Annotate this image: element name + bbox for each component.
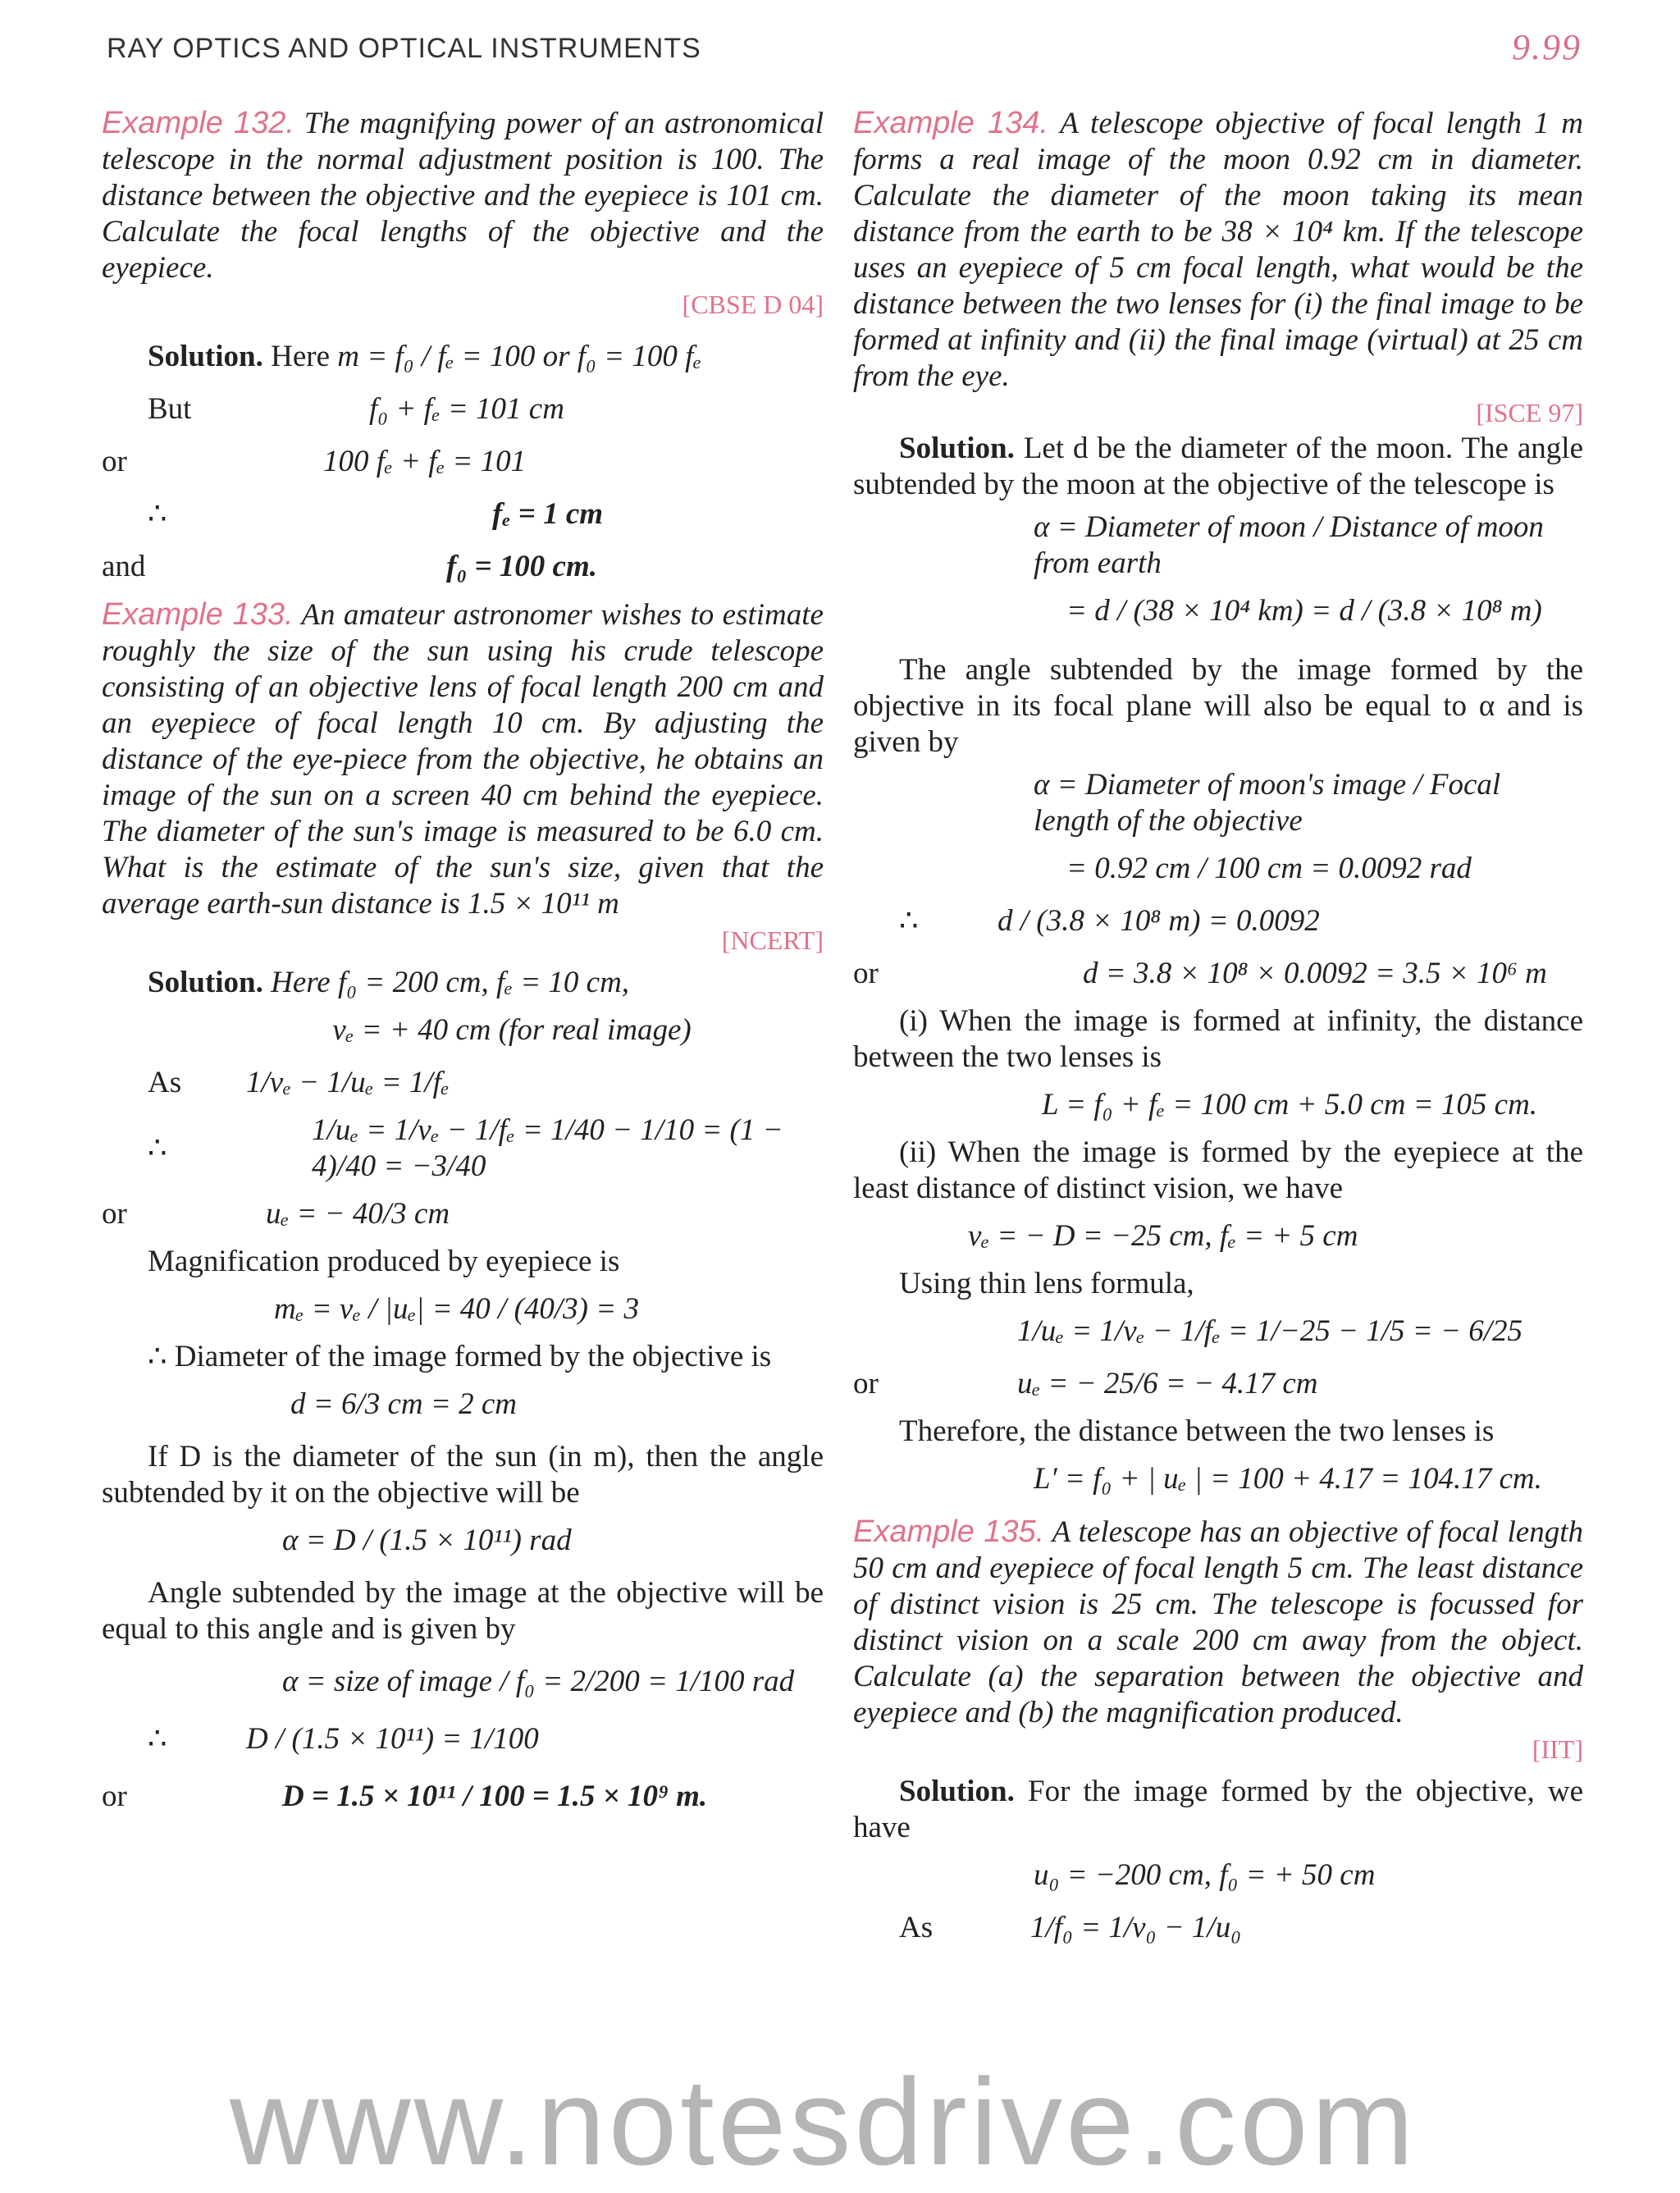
sol-134-label: Solution. xyxy=(899,432,1015,465)
sol-134-or: or xyxy=(853,957,879,990)
sol-132-therefore: ∴ xyxy=(148,497,167,531)
sol-132-but: But xyxy=(148,392,192,426)
example-133-heading: Example 133. xyxy=(102,597,294,632)
example-135-question xyxy=(853,1514,1583,1731)
sol-134-or2: or xyxy=(853,1367,879,1400)
sol-132-eq1: m = f₀ / fₑ = 100 or f₀ = 100 fₑ xyxy=(337,340,702,373)
sol-132-eq5: f₀ = 100 cm. xyxy=(446,550,598,583)
sol-133-ue: uₑ = − 40/3 cm xyxy=(266,1197,450,1231)
sol-133-mag-text: Magnification produced by eyepiece is xyxy=(148,1245,620,1278)
sol-132-eq3: 100 fₑ + fₑ = 101 xyxy=(323,445,527,478)
sol-134-a1: α = Diameter of moon / Distance of moon from earth xyxy=(1034,510,1544,580)
example-133-text: An amateur astronomer wishes to estimate roughly the size of the sun using his crude telescope consisting of an objective lens of focal length 200 cm and an eyepiece of focal length 10 cm. By adjusting the distance of the eye-piece from the objective, he obtains an image of the sun on a screen 40 cm behind the eyepiece. The diameter of the sun's image is measured to be 6.0 cm. What is the estimate of the sun's size, given that the average earth-sun distance is 1.5 × 10¹¹ m xyxy=(102,598,824,921)
sol-135-lens: 1/f₀ = 1/v₀ − 1/u₀ xyxy=(1030,1911,1242,1944)
example-132-source: [CBSE D 04] xyxy=(682,290,824,319)
sol-135-text: For the image formed by the objective, we have xyxy=(853,1775,1583,1844)
sol-132-here: Here xyxy=(271,340,331,373)
sol-134-thin-lens: Using thin lens formula, xyxy=(899,1267,1194,1300)
sol-133-me: mₑ = vₑ / |uₑ| = 40 / (40/3) = 3 xyxy=(274,1292,639,1326)
sol-133-therefore: ∴ xyxy=(148,1131,167,1165)
right-column xyxy=(853,105,1583,1958)
sol-134-therefore: ∴ xyxy=(899,904,919,938)
sol-133-alpha2: α = size of image / f₀ = 2/200 = 1/100 rad xyxy=(282,1665,795,1698)
example-134-source: [ISCE 97] xyxy=(1476,398,1583,427)
sol-134-ue: uₑ = − 25/6 = − 4.17 cm xyxy=(1017,1367,1318,1400)
sol-133-d: d = 6/3 cm = 2 cm xyxy=(290,1387,518,1421)
sol-135-as: As xyxy=(899,1911,934,1944)
sol-133-label: Solution. xyxy=(148,966,263,999)
sol-132-eq4: fₑ = 1 cm xyxy=(492,497,604,531)
watermark: www.notesdrive.com xyxy=(230,2053,1418,2191)
sol-133-lens: 1/vₑ − 1/uₑ = 1/fₑ xyxy=(246,1066,450,1099)
example-132-text: The magnifying power of an astronomical telescope in the normal adjustment position is 100. The distance between the objective and the eyepiece is 101 cm. Calculate the focal lengths of the objective and the eyepiece. xyxy=(102,107,824,285)
sol-133-given: Here f₀ = 200 cm, fₑ = 10 cm, xyxy=(271,966,630,999)
sol-133-or2: or xyxy=(102,1780,127,1813)
left-column xyxy=(102,105,824,1826)
sol-133-therefore2: ∴ xyxy=(148,1722,167,1756)
example-134 xyxy=(853,105,1583,1502)
sol-132-eq2: f₀ + fₑ = 101 cm xyxy=(369,392,564,426)
sol-135-u0: u₀ = −200 cm, f₀ = + 50 cm xyxy=(1034,1858,1376,1892)
sol-133-angle-text: Angle subtended by the image at the objective will be equal to this angle and is given by xyxy=(102,1576,824,1646)
sol-134-part-ii: (ii) When the image is formed by the eyepiece at the least distance of distinct vision, we have xyxy=(853,1135,1583,1205)
sol-133-ve: vₑ = + 40 cm (for real image) xyxy=(332,1013,692,1047)
sol-132-and: and xyxy=(102,550,146,583)
example-134-heading: Example 134. xyxy=(853,106,1048,140)
sol-134-a2: = d / (38 × 10⁴ km) = d / (3.8 × 10⁸ m) xyxy=(1066,594,1542,628)
sol-134-ue-calc: 1/uₑ = 1/vₑ − 1/fₑ = 1/−25 − 1/5 = − 6/25 xyxy=(1017,1314,1523,1348)
sol-134-part-i: (i) When the image is formed at infinity, the distance between the two lenses is xyxy=(853,1004,1583,1074)
sol-134-a3: α = Diameter of moon's image / Focal length of the objective xyxy=(1034,768,1501,838)
sol-134-ve: vₑ = − D = −25 cm, fₑ = + 5 cm xyxy=(968,1219,1358,1253)
sol-134-L2: L′ = f₀ + | uₑ | = 100 + 4.17 = 104.17 cm. xyxy=(1034,1462,1542,1496)
chapter-title: RAY OPTICS AND OPTICAL INSTRUMENTS xyxy=(107,33,701,64)
sol-134-a4: = 0.92 cm / 100 cm = 0.0092 rad xyxy=(1066,852,1472,885)
example-133-question xyxy=(102,596,824,922)
sol-132-label: Solution. xyxy=(148,340,263,373)
sol-134-d: d = 3.8 × 10⁸ × 0.0092 = 3.5 × 10⁶ m xyxy=(1083,957,1547,990)
example-132-heading: Example 132. xyxy=(102,106,294,140)
example-134-text: A telescope objective of focal length 1 m forms a real image of the moon 0.92 cm in diameter. Calculate the diameter of the moon taking its mean distance from the earth to be 38 × 10⁴ km. If the telescope uses an eyepiece of 5 cm focal length, what would be the distance between the two lenses for (i) the final image to be formed at infinity and (ii) the final image (virtual) at 25 cm from the eye. xyxy=(853,107,1583,393)
example-134-question xyxy=(853,105,1583,395)
sol-134-a5: d / (3.8 × 10⁸ m) = 0.0092 xyxy=(998,904,1320,938)
page-number: 9.99 xyxy=(1512,27,1582,67)
sol-133-alpha1: α = D / (1.5 × 10¹¹) rad xyxy=(282,1524,572,1557)
sol-132-row1 xyxy=(102,334,824,380)
example-135-text: A telescope has an objective of focal length 50 cm and eyepiece of focal length 5 cm. The least distance of distinct vision is 25 cm. The telescope is focussed for distinct vision on a scale 200 cm away from the object. Calculate (a) the separation between the objective and eyepiece and (b) the magnification produced. xyxy=(853,1515,1583,1729)
example-132 xyxy=(102,105,824,590)
example-133 xyxy=(102,596,824,1820)
sol-132-or: or xyxy=(102,445,127,478)
sol-134-therefore-text: Therefore, the distance between the two lenses is xyxy=(899,1414,1495,1448)
sol-133-D: D = 1.5 × 10¹¹ / 100 = 1.5 × 10⁹ m. xyxy=(282,1780,708,1813)
sol-133-calc: 1/uₑ = 1/vₑ − 1/fₑ = 1/40 − 1/10 = (1 − 4)/40 = −3/40 xyxy=(312,1113,783,1183)
sol-133-or: or xyxy=(102,1197,127,1231)
example-135 xyxy=(853,1514,1583,1951)
example-135-source: [IIT] xyxy=(1532,1734,1583,1764)
sol-134-L: L = f₀ + fₑ = 100 cm + 5.0 cm = 105 cm. xyxy=(1042,1088,1538,1122)
sol-134-text: Let d be the diameter of the moon. The angle subtended by the moon at the objective of the telescope is xyxy=(853,432,1584,501)
sol-133-ratio: D / (1.5 × 10¹¹) = 1/100 xyxy=(246,1722,539,1756)
example-132-question xyxy=(102,105,824,286)
sol-134-angle-text: The angle subtended by the image formed by the objective in its focal plane will also be equal to α and is given by xyxy=(853,653,1583,759)
sol-135-label: Solution. xyxy=(899,1775,1015,1808)
sol-133-if-text: If D is the diameter of the sun (in m), then the angle subtended by it on the objective will be xyxy=(102,1440,824,1510)
sol-133-diam-text: ∴ Diameter of the image formed by the objective is xyxy=(148,1340,772,1373)
example-133-source: [NCERT] xyxy=(721,925,824,955)
sol-133-as: As xyxy=(148,1066,182,1099)
example-135-heading: Example 135. xyxy=(853,1515,1045,1549)
